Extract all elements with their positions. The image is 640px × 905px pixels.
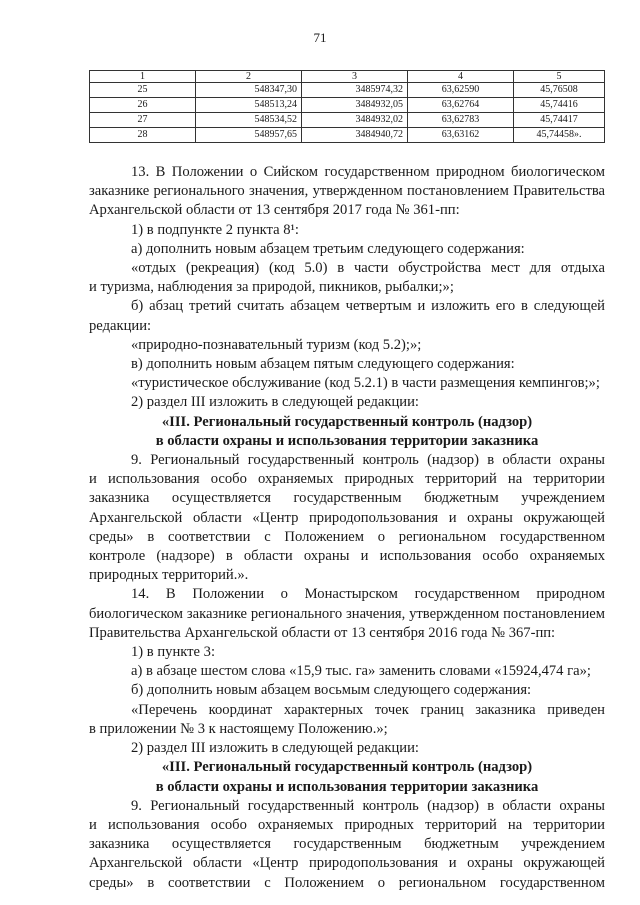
- table-cell: 3484932,02: [302, 113, 408, 128]
- paragraph-line: контроле (надзоре) в области охраны и использования особо охраняемых: [89, 548, 605, 565]
- paragraph-line: 1) в пункте 3:: [131, 644, 216, 661]
- paragraph-line: 13. В Положении о Сийском государственном природном биологическом: [131, 164, 605, 180]
- table-cell: 45,74416: [514, 98, 605, 113]
- document-body: [89, 163, 605, 893]
- table-cell: 63,62764: [408, 98, 514, 113]
- paragraph-line: и туризма, наблюдения за природой, пикников, рыбалки;»;: [89, 279, 454, 296]
- paragraph-line: 14. В Положении о Монастырском государственном природном: [131, 586, 605, 603]
- paragraph-line: а) дополнить новым абзацем третьим следующего содержания:: [131, 240, 525, 257]
- paragraph-line: природных территорий.».: [89, 567, 249, 584]
- paragraph-line: биологическом заказнике регионального значения, утвержденном постановлением: [89, 605, 605, 622]
- paragraph-line: «Перечень координат характерных точек границ заказника приведен: [131, 701, 605, 718]
- paragraph-line: в) дополнить новым абзацем пятым следующего содержания:: [131, 356, 515, 373]
- paragraph-line: Архангельской области от 13 сентября 2017 года № 361-пп:: [89, 202, 460, 219]
- table-cell: 45,74458».: [514, 128, 605, 143]
- table-cell: 3484940,72: [302, 128, 408, 143]
- table-cell: 63,62783: [408, 113, 514, 128]
- paragraph-line: «природно-познавательный туризм (код 5.2);»;: [131, 336, 422, 353]
- page-number: 71: [313, 30, 327, 45]
- table-cell: 45,74417: [514, 113, 605, 128]
- table-cell: 63,63162: [408, 128, 514, 143]
- section-heading: «III. Региональный государственный контроль (надзор): [161, 759, 533, 776]
- paragraph-line: 9. Региональный государственный контроль (надзор) в области охраны: [131, 452, 605, 469]
- table-cell: 3484932,05: [302, 98, 408, 113]
- paragraph-line: и использования особо охраняемых природных территорий на территории: [89, 816, 605, 833]
- paragraph-line: Правительства Архангельской области от 13 сентября 2016 года № 367-пп:: [89, 624, 556, 641]
- table-cell: 26: [90, 98, 196, 113]
- table-cell: 548957,65: [196, 128, 302, 143]
- paragraph-line: б) дополнить новым абзацем восьмым следующего содержания:: [131, 682, 532, 699]
- table-header-cell: 1: [90, 71, 196, 83]
- paragraph-line: Архангельской области «Центр природопользования и охраны окружающей: [89, 855, 605, 872]
- paragraph-line: б) абзац третий считать абзацем четвертым и изложить его в следующей: [131, 298, 605, 315]
- table-header-cell: 2: [196, 71, 302, 83]
- paragraph-line: 2) раздел III изложить в следующей редакции:: [131, 740, 419, 757]
- table-cell: 3485974,32: [302, 83, 408, 98]
- paragraph-line: заказнике регионального значения, утвержденном постановлением Правительства: [89, 183, 605, 200]
- paragraph-line: среды» в соответствии с Положением о региональном государственном: [89, 874, 605, 891]
- table-header-cell: 4: [408, 71, 514, 83]
- paragraph-line: в приложении № 3 к настоящему Положению.»;: [89, 720, 388, 737]
- table-header-row: [90, 71, 605, 83]
- paragraph-line: 2) раздел III изложить в следующей редакции:: [131, 394, 419, 411]
- table-header-cell: 3: [302, 71, 408, 83]
- table-cell: 548513,24: [196, 98, 302, 113]
- paragraph-line: «отдых (рекреация) (код 5.0) в части обустройства мест для отдыха: [131, 260, 605, 277]
- paragraph-line: «туристическое обслуживание (код 5.2.1) в части размещения кемпингов;»;: [131, 375, 600, 392]
- table-header-cell: 5: [514, 71, 605, 83]
- table-cell: 45,76508: [514, 83, 605, 98]
- table-row: [90, 83, 605, 98]
- section-heading: в области охраны и использования территории заказника: [155, 432, 539, 449]
- paragraph-line: Архангельской области «Центр природопользования и охраны окружающей: [89, 509, 605, 526]
- table-cell: 25: [90, 83, 196, 98]
- table-row: [90, 113, 605, 128]
- paragraph-line: 9. Региональный государственный контроль (надзор) в области охраны: [131, 797, 605, 814]
- paragraph-line: среды» в соответствии с Положением о региональном государственном: [89, 528, 605, 545]
- coordinates-table: [89, 70, 605, 143]
- table-row: [90, 128, 605, 143]
- table-cell: 548347,30: [196, 83, 302, 98]
- paragraph-line: а) в абзаце шестом слова «15,9 тыс. га» заменить словами «15924,474 га»;: [131, 663, 591, 680]
- paragraph-line: редакции:: [89, 317, 152, 334]
- table-cell: 63,62590: [408, 83, 514, 98]
- table-cell: 28: [90, 128, 196, 143]
- paragraph-line: и использования особо охраняемых природных территорий на территории: [89, 471, 605, 488]
- table-cell: 27: [90, 113, 196, 128]
- table-row: [90, 98, 605, 113]
- section-heading: «III. Региональный государственный контроль (надзор): [161, 413, 533, 430]
- paragraph-line: 1) в подпункте 2 пункта 8¹:: [131, 221, 299, 238]
- paragraph-line: заказника осуществляется государственным бюджетным учреждением: [89, 836, 605, 853]
- section-heading: в области охраны и использования территории заказника: [155, 778, 539, 795]
- table-cell: 548534,52: [196, 113, 302, 128]
- paragraph-line: заказника осуществляется государственным бюджетным учреждением: [89, 490, 605, 507]
